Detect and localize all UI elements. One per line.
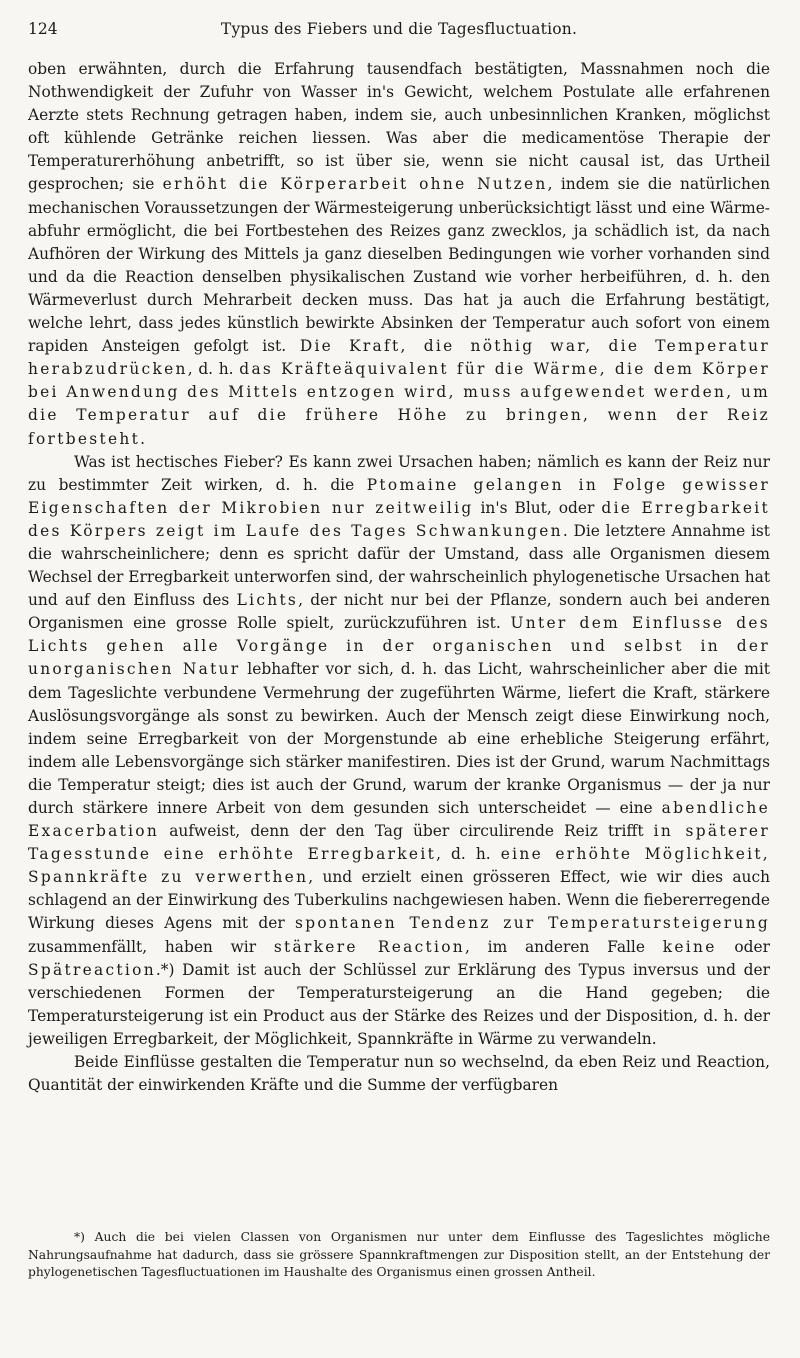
text-run: . Die letztere Annahme ist die wahrscheinlichere; denn es spricht dafür der Umstand, dass alle Organismen diesem Wechsel der Erregbarkeit unterworfen sind, der wahrscheinlich phylogenetische Ursachen hat und auf den Einfluss des: [28, 521, 770, 610]
spaced-emphasis: Unter dem Einflusse des Lichts gehen alle Vorgänge in der organischen und selbst in der unorganischen Natur: [28, 614, 771, 679]
spaced-emphasis: das Kräfteäquivalent für die Wärme, die dem Körper bei Anwendung des Mittels entzogen wird, muss aufgewendet werden, um die Temperatur auf die frühere Höhe zu bringen, wenn der Reiz fortbesteht: [28, 360, 770, 448]
body-text: [28, 58, 770, 1097]
spaced-emphasis: keine: [662, 937, 717, 956]
text-run: .*) Damit ist auch der Schlüssel zur Erklärung des Typus inversus und der verschiedenen Formen der Temperatursteigerung an die Hand gegeben; die Temperatursteigerung ist ein Product aus der Stärke des Reizes und der Disposition, d. h. der jeweiligen Erregbarkeit, der Möglichkeit, Spannkräfte in Wärme zu verwandeln.: [28, 960, 770, 1048]
text-run: oben erwähnten, durch die Erfahrung tausendfach bestätigten, Massnahmen noch die Nothwendigkeit der Zufuhr von Wasser in's Gewicht, welchem Postulate alle erfahrenen Aerzte stets Rechnung getragen haben, indem sie, auch unbesinnlichen Kranken, möglichst oft kühlende Getränke reichen liessen. Was aber die medicamentöse Therapie der Temperaturerhöhung anbetrifft, so ist über sie, wenn sie nicht causal ist, das Urtheil gesprochen; sie: [28, 60, 770, 194]
text-run: , d. h.: [187, 360, 240, 379]
text-run: in's Blut, oder: [473, 498, 602, 517]
spaced-emphasis: Spätreaction: [28, 960, 156, 979]
page-header: [28, 20, 770, 42]
spaced-emphasis: eine erhöhte Möglichkeit, Spannkräfte zu verwerthen: [28, 845, 770, 887]
text-run: Beide Einflüsse gestalten die Temperatur nun so wechselnd, da eben Reiz und Reaction, Quantität der einwirkenden Kräfte und die Summe der verfügbaren: [28, 1053, 770, 1095]
page-number: 124: [28, 20, 58, 38]
spaced-emphasis: Die Kraft, die nöthig war, die Temperatur herabzudrücken: [28, 337, 770, 379]
text-run: , indem sie die natürlichen mechanischen Voraussetzungen der Wärmesteigerung unberücksichtigt lässt und eine Wärme- abfuhr ermöglicht, die bei Fortbestehen des Reizes ganz zwecklos, ja schädlich ist, da nach Aufhören der Wirkung des Mittels ja ganz dieselben Bedingungen wie vorher vorhanden sind und da die Reaction denselben physikalischen Zustand wie vorher herbeiführen, d. h. den Wärmeverlust durch Mehrarbeit decken muss. Das hat ja auch die Erfahrung bestätigt, welche lehrt, dass jedes künstlich bewirkte Absinken der Temperatur auch sofort von einem rapiden Ansteigen gefolgt ist.: [28, 175, 770, 356]
text-run: oder: [716, 937, 770, 956]
text-run: , im anderen Falle: [465, 937, 663, 956]
text-run: lebhafter vor sich, d. h. das Licht, wahrscheinlicher aber die mit dem Tageslichte verbundene Vermehrung der zugeführten Wärme, liefert die Kraft, stärkere Auslösungsvorgänge als sonst zu bewirken. Auch der Mensch zeigt diese Einwirkung noch, indem seine Erregbarkeit von der Morgenstunde ab eine erhebliche Steigerung erfährt, indem alle Lebensvorgänge sich stärker manifestiren. Dies ist der Grund, warum Nachmittags die Temperatur steigt; dies ist auch der Grund, warum der kranke Organismus — der ja nur durch stärkere innere Arbeit von dem gesunden sich unterscheidet — eine: [28, 660, 770, 817]
text-run: Was ist hectisches Fieber? Es kann zwei Ursachen haben; nämlich es kann der Reiz nur zu bestimmter Zeit wirken, d. h. die: [28, 452, 770, 494]
footnote: [28, 1229, 770, 1282]
spaced-emphasis: Ptomaine gelangen in Folge gewisser Eigenschaften der Mikrobien nur zeitweilig: [28, 475, 770, 517]
spaced-emphasis: stärkere Reaction: [273, 937, 466, 956]
text-run: , d. h.: [436, 845, 501, 864]
footnote-text: *) Auch die bei vielen Classen von Organismen nur unter dem Einflusse des Tageslichtes mögliche Nahrungsaufnahme hat dadurch, dass sie grössere Spannkraftmengen zur Disposition stellt, an der Entstehung der phylogenetischen Tagesfluctuationen im Haushalte des Organismus einen grossen Antheil.: [28, 1230, 770, 1280]
spaced-emphasis: in späterer Tagesstunde eine erhöhte Erregbarkeit: [28, 822, 770, 864]
spaced-emphasis: Lichts: [236, 591, 299, 610]
spaced-emphasis: die Erregbarkeit des Körpers zeigt im Laufe des Tages Schwankungen: [28, 498, 770, 540]
text-run: , und erzielt einen grösseren Effect, wie wir dies auch schlagend an der Einwirkung des Tuberkulins nachgewiesen haben. Wenn die fiebererregende Wirkung dieses Agens mit der: [28, 868, 770, 933]
paragraph-1: [28, 58, 770, 451]
paragraph-3: [28, 1051, 770, 1097]
running-title: Typus des Fiebers und die Tagesfluctuation.: [220, 20, 578, 38]
paragraph-2: [28, 451, 770, 1051]
spaced-emphasis: abendliche Exacerbation: [28, 799, 770, 841]
spaced-emphasis: spontanen Tendenz zur Temperatursteigerung: [295, 914, 771, 933]
text-run: aufweist, denn der den Tag über circulirende Reiz trifft: [159, 822, 654, 841]
text-run: , der nicht nur bei der Pflanze, sondern auch bei anderen Organismen eine grosse Rolle spielt, zurückzuführen ist.: [28, 591, 770, 633]
text-run: .: [140, 429, 145, 448]
text-run: zusammenfällt, haben wir: [28, 937, 274, 956]
spaced-emphasis: erhöht die Körperarbeit ohne Nutzen: [162, 175, 548, 194]
